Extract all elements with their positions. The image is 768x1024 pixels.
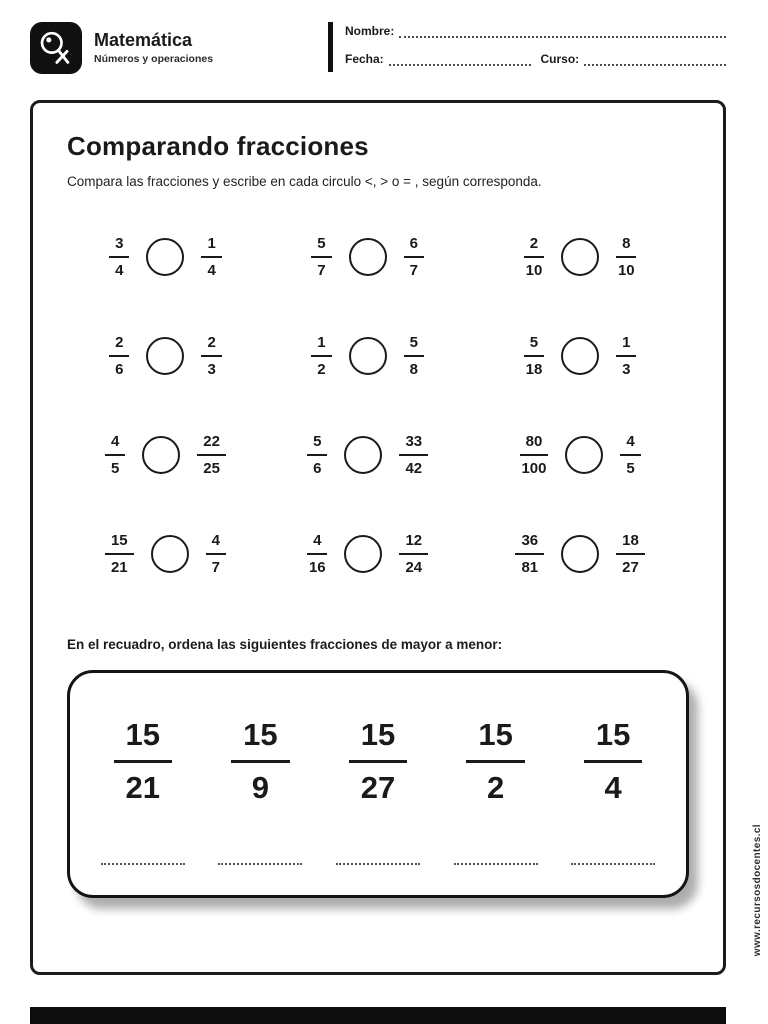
right-fraction [616, 334, 636, 378]
comparison-answer-circle[interactable] [561, 337, 599, 375]
left-fraction [109, 235, 129, 279]
comparison-problem [264, 334, 471, 378]
right-fraction [616, 532, 645, 576]
comparison-problem [471, 532, 689, 576]
comparison-problem [264, 433, 471, 477]
fraction-denominator: 27 [360, 770, 396, 805]
fecha-curso-row [345, 52, 726, 66]
page-title: Comparando fracciones [67, 131, 369, 161]
left-fraction [524, 334, 544, 378]
comparison-answer-circle[interactable] [349, 238, 387, 276]
fraction-numerator: 33 [399, 433, 428, 456]
ordering-column [571, 717, 655, 865]
fraction-numerator: 4 [307, 532, 327, 555]
comparison-answer-circle[interactable] [151, 535, 189, 573]
fraction-denominator: 25 [203, 459, 220, 477]
comparison-answer-circle[interactable] [344, 436, 382, 474]
fraction-numerator: 2 [201, 334, 221, 357]
fraction-numerator: 15 [349, 717, 407, 763]
fraction-numerator: 1 [616, 334, 636, 357]
fraction-numerator: 5 [524, 334, 544, 357]
fraction-numerator: 15 [105, 532, 134, 555]
comparison-answer-circle[interactable] [142, 436, 180, 474]
fraction-numerator: 5 [404, 334, 424, 357]
fraction-denominator: 5 [110, 459, 120, 477]
worksheet-frame [30, 100, 726, 975]
comparison-problem [67, 433, 264, 477]
ordering-box [67, 670, 689, 898]
comparison-answer-circle[interactable] [146, 238, 184, 276]
fraction-denominator: 24 [405, 558, 423, 576]
fraction-numerator: 4 [620, 433, 640, 456]
fraction-numerator: 1 [201, 235, 221, 258]
ordering-column [454, 717, 538, 865]
comparison-answer-circle[interactable] [561, 535, 599, 573]
fraction-numerator: 15 [114, 717, 172, 763]
right-fraction [197, 433, 226, 477]
comparison-answer-circle[interactable] [561, 238, 599, 276]
fraction [349, 717, 407, 806]
left-fraction [311, 334, 331, 378]
right-fraction [206, 532, 226, 576]
comparison-problem [471, 433, 689, 477]
fraction-denominator: 4 [604, 770, 622, 805]
instruction-order: En el recuadro, ordena las siguientes fracciones de mayor a menor: [67, 637, 503, 652]
fraction-numerator: 5 [311, 235, 331, 258]
answer-line[interactable] [571, 853, 655, 865]
fraction-denominator: 21 [125, 770, 161, 805]
fraction [231, 717, 289, 806]
fraction-denominator: 8 [409, 360, 418, 378]
fraction-denominator: 6 [115, 360, 124, 378]
left-fraction [105, 532, 134, 576]
comparison-answer-circle[interactable] [344, 535, 382, 573]
fraction-denominator: 18 [525, 360, 543, 378]
brand-title: Matemática [94, 29, 193, 50]
ordering-column [336, 717, 420, 865]
fraction-denominator: 7 [409, 261, 418, 279]
left-fraction [311, 235, 331, 279]
nombre-label: Nombre: [345, 24, 395, 38]
comparison-answer-circle[interactable] [565, 436, 603, 474]
fraction-denominator: 3 [207, 360, 216, 378]
fraction-denominator: 7 [317, 261, 326, 279]
fraction-numerator: 2 [109, 334, 129, 357]
right-fraction [399, 532, 428, 576]
curso-input-line[interactable] [584, 53, 726, 66]
fraction-denominator: 5 [626, 459, 635, 477]
left-fraction [109, 334, 129, 378]
fraction-numerator: 18 [616, 532, 645, 555]
left-fraction [105, 433, 125, 477]
fraction-numerator: 6 [404, 235, 424, 258]
left-fraction [307, 532, 327, 576]
fecha-label: Fecha: [345, 52, 384, 66]
right-fraction [616, 235, 636, 279]
fraction-denominator: 4 [115, 261, 124, 279]
comparison-problem [67, 334, 264, 378]
problems-grid [67, 207, 689, 603]
brand [30, 22, 213, 74]
fraction-numerator: 12 [399, 532, 428, 555]
comparison-answer-circle[interactable] [349, 337, 387, 375]
fraction-numerator: 15 [584, 717, 642, 763]
right-fraction [201, 235, 221, 279]
fraction-denominator: 16 [308, 558, 326, 576]
comparison-problem [67, 532, 264, 576]
fraction-denominator: 21 [110, 558, 128, 576]
website-text: www.recursosdocentes.cl [752, 823, 763, 956]
fraction-numerator: 3 [109, 235, 129, 258]
curso-label: Curso: [540, 52, 580, 66]
fraction-numerator: 36 [515, 532, 544, 555]
fraction [114, 717, 172, 806]
fraction-numerator: 80 [520, 433, 549, 456]
fraction-denominator: 3 [622, 360, 631, 378]
fraction-denominator: 2 [317, 360, 326, 378]
fraction-denominator: 81 [521, 558, 539, 576]
answer-line[interactable] [101, 853, 185, 865]
brand-text [94, 31, 213, 66]
fraction-denominator: 2 [486, 770, 505, 805]
fraction-denominator: 7 [211, 558, 220, 576]
fraction-denominator: 4 [207, 261, 216, 279]
ordering-column [101, 717, 185, 865]
comparison-problem [264, 532, 471, 576]
comparison-problem [264, 235, 471, 279]
fraction-numerator: 1 [311, 334, 331, 357]
right-fraction [404, 235, 424, 279]
fraction-numerator: 8 [616, 235, 636, 258]
bottom-bar [30, 1007, 726, 1024]
answer-line[interactable] [218, 853, 302, 865]
left-fraction [520, 433, 549, 477]
fraction-numerator: 4 [206, 532, 226, 555]
fraction-denominator: 6 [313, 459, 322, 477]
right-fraction [201, 334, 221, 378]
brand-subtitle: Números y operaciones [94, 53, 214, 66]
fraction-denominator: 9 [251, 770, 269, 805]
nombre-row [345, 24, 726, 38]
answer-line[interactable] [454, 853, 538, 865]
fraction-denominator: 42 [405, 459, 423, 477]
fraction-denominator: 10 [617, 261, 635, 279]
right-fraction [399, 433, 428, 477]
instruction-compare: Compara las fracciones y escribe en cada circulo <, > o = , según corresponda. [67, 174, 542, 189]
fraction [584, 717, 642, 806]
header [0, 0, 768, 92]
fraction-numerator: 15 [466, 717, 524, 763]
fraction [466, 717, 524, 806]
comparison-problem [471, 235, 689, 279]
fraction-denominator: 27 [622, 558, 639, 576]
left-fraction [307, 433, 327, 477]
fraction-numerator: 2 [524, 235, 544, 258]
logo-icon [30, 22, 82, 74]
answer-line[interactable] [336, 853, 420, 865]
student-fields [328, 22, 726, 72]
nombre-input-line[interactable] [399, 25, 726, 38]
ordering-column [218, 717, 302, 865]
fraction-denominator: 100 [521, 459, 547, 477]
right-fraction [620, 433, 640, 477]
left-fraction [524, 235, 544, 279]
fraction-numerator: 22 [197, 433, 226, 456]
fraction-numerator: 4 [105, 433, 125, 456]
comparison-answer-circle[interactable] [146, 337, 184, 375]
fraction-denominator: 10 [525, 261, 543, 279]
fraction-numerator: 5 [307, 433, 327, 456]
fecha-input-line[interactable] [389, 53, 531, 66]
comparison-problem [67, 235, 264, 279]
comparison-problem [471, 334, 689, 378]
fraction-numerator: 15 [231, 717, 289, 763]
right-fraction [404, 334, 424, 378]
left-fraction [515, 532, 544, 576]
